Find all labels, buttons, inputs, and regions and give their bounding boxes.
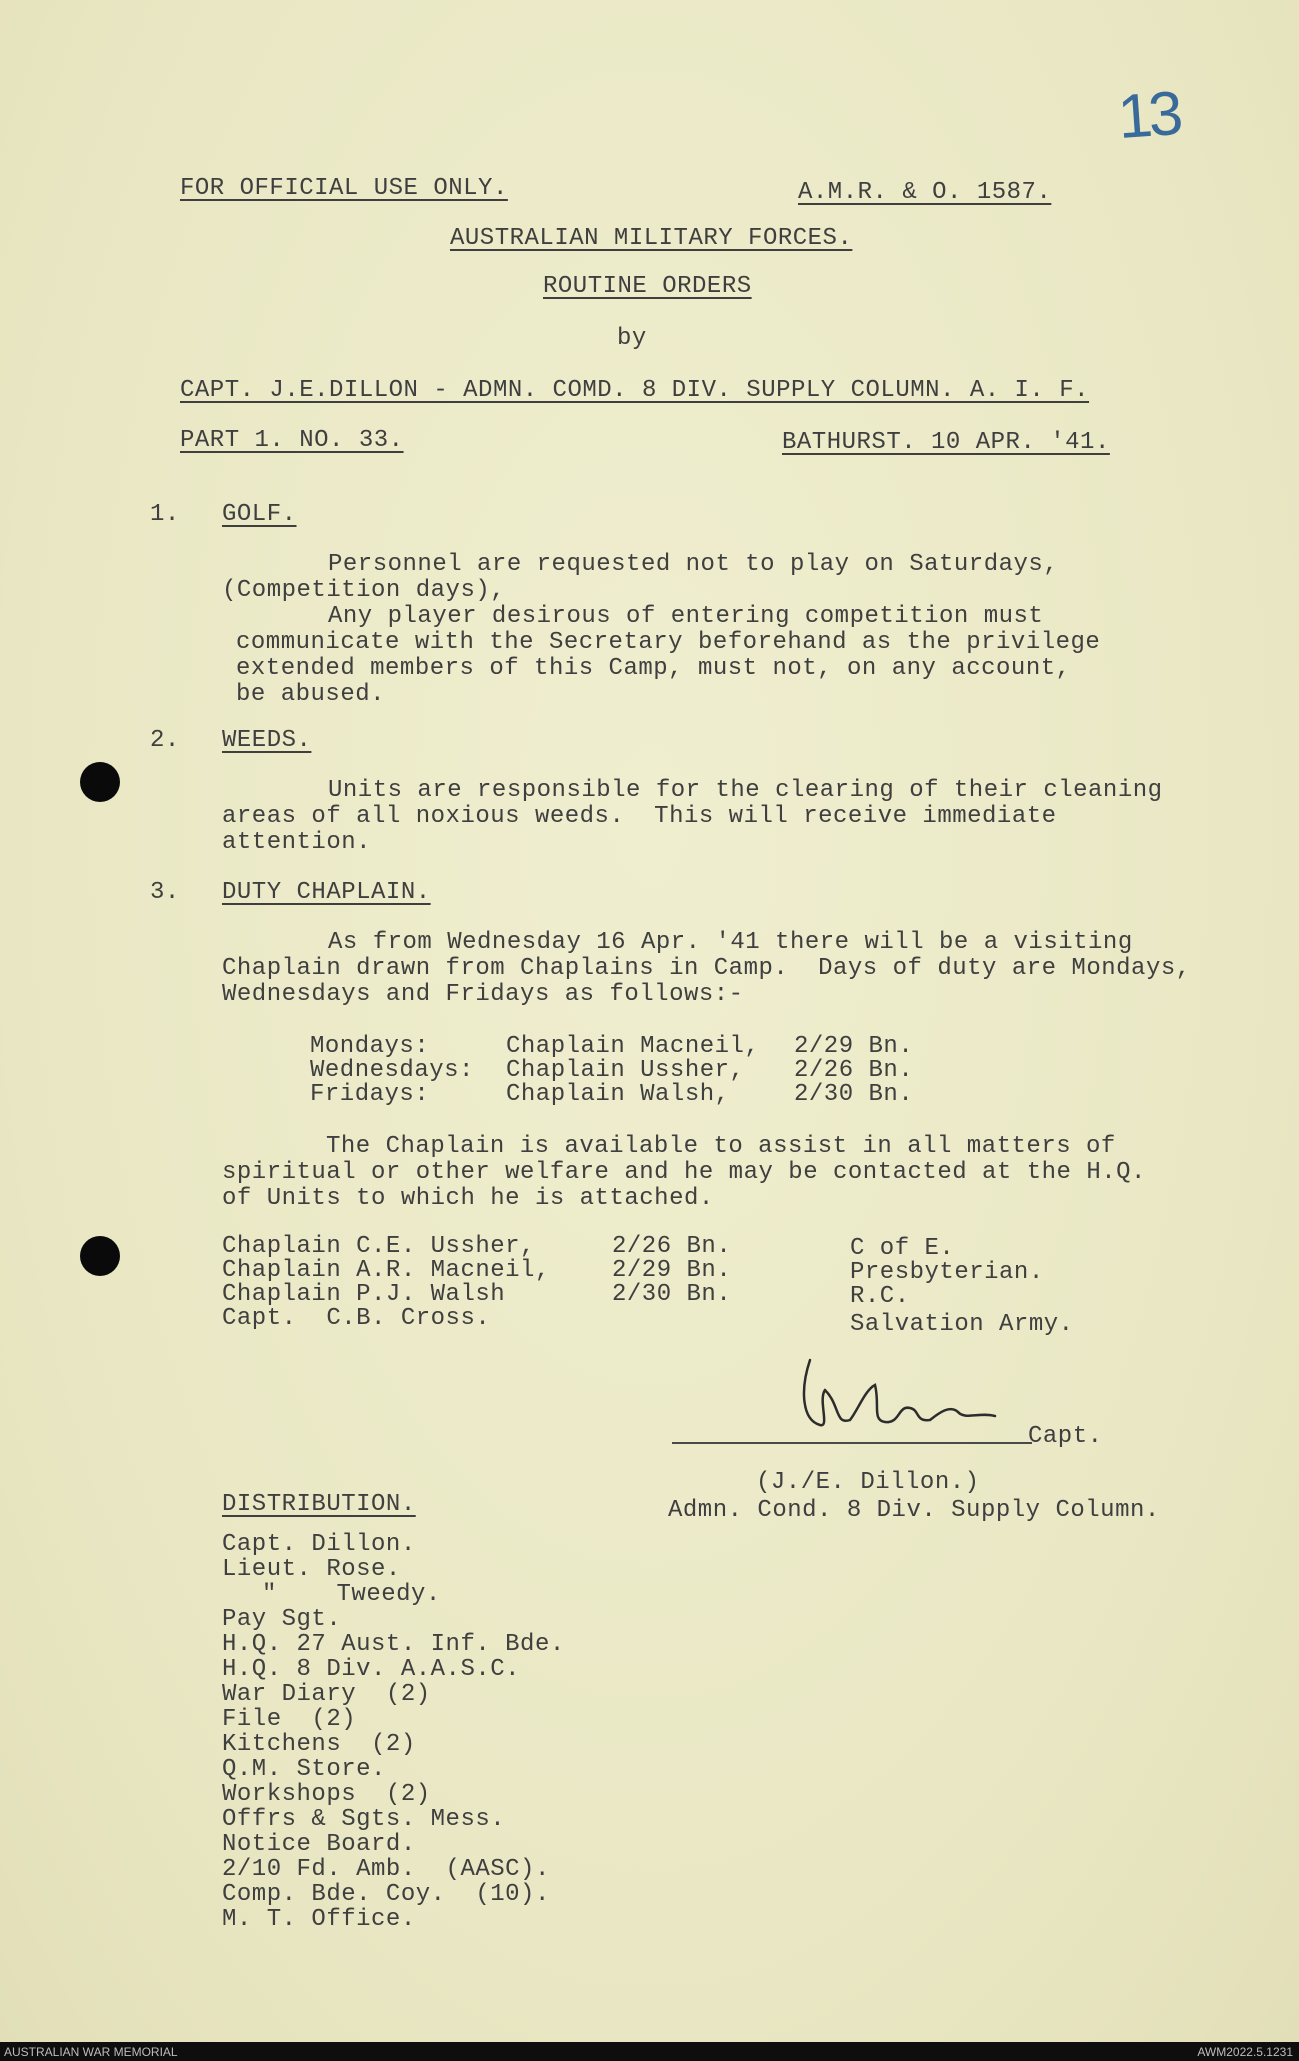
roster-chaplain: Chaplain Walsh, <box>506 1081 730 1108</box>
body-line: (Competition days), <box>222 577 506 604</box>
archive-footer <box>0 2044 1299 2061</box>
chaplain-denomination: Presbyterian. <box>850 1259 1044 1286</box>
archive-name: AUSTRALIAN WAR MEMORIAL <box>4 2045 178 2059</box>
body-line: Any player desirous of entering competition must <box>328 603 1044 630</box>
force-title: AUSTRALIAN MILITARY FORCES. <box>450 225 853 252</box>
item-heading: DUTY CHAPLAIN. <box>222 879 431 906</box>
body-line: Chaplain drawn from Chaplains in Camp. Days of duty are Mondays, <box>222 955 1191 982</box>
body-line: Personnel are requested not to play on Saturdays, <box>328 551 1059 578</box>
chaplain-unit: 2/30 Bn. <box>612 1281 732 1308</box>
body-line: As from Wednesday 16 Apr. '41 there will be a visiting <box>328 929 1133 956</box>
distribution-item: M. T. Office. <box>222 1906 416 1933</box>
distribution-item: " Tweedy. <box>262 1581 441 1608</box>
signatory-position: Admn. Cond. 8 Div. Supply Column. <box>668 1497 1160 1524</box>
distribution-item: H.Q. 27 Aust. Inf. Bde. <box>222 1631 565 1658</box>
distribution-heading: DISTRIBUTION. <box>222 1491 416 1518</box>
archive-reference: AWM2022.5.1231 <box>1197 2045 1293 2059</box>
distribution-item: Kitchens (2) <box>222 1731 416 1758</box>
body-line: attention. <box>222 829 372 856</box>
chaplain-denomination: C of E. <box>850 1235 955 1262</box>
roster-day: Wednesdays: <box>310 1057 474 1084</box>
chaplain-unit: 2/26 Bn. <box>612 1233 732 1260</box>
item-number: 3. <box>150 879 180 906</box>
distribution-item: Offrs & Sgts. Mess. <box>222 1806 506 1833</box>
chaplain-denomination: R.C. <box>850 1283 910 1310</box>
chaplain-denomination: Salvation Army. <box>850 1311 1074 1338</box>
part-number: PART 1. NO. 33. <box>180 427 404 454</box>
chaplain-name: Capt. C.B. Cross. <box>222 1305 491 1332</box>
commander-line: CAPT. J.E.DILLON - ADMN. COMD. 8 DIV. SUPPLY COLUMN. A. I. F. <box>180 377 1090 404</box>
distribution-item: Workshops (2) <box>222 1781 431 1808</box>
roster-unit: 2/26 Bn. <box>794 1057 914 1084</box>
distribution-item: Capt. Dillon. <box>222 1531 416 1558</box>
by-line: by <box>617 325 647 352</box>
body-line: extended members of this Camp, must not, on any account, <box>236 655 1071 682</box>
body-line: Units are responsible for the clearing of their cleaning <box>328 777 1163 804</box>
distribution-item: Notice Board. <box>222 1831 416 1858</box>
body-line: of Units to which he is attached. <box>222 1185 714 1212</box>
distribution-item: Pay Sgt. <box>222 1606 342 1633</box>
chaplain-name: Chaplain P.J. Walsh <box>222 1281 506 1308</box>
item-number: 1. <box>150 501 180 528</box>
distribution-item: 2/10 Fd. Amb. (AASC). <box>222 1856 550 1883</box>
punch-hole <box>80 762 120 802</box>
item-heading: WEEDS. <box>222 727 312 754</box>
roster-unit: 2/29 Bn. <box>794 1033 914 1060</box>
body-line: areas of all noxious weeds. This will receive immediate <box>222 803 1057 830</box>
punch-hole <box>80 1236 120 1276</box>
reference-number: A.M.R. & O. 1587. <box>798 179 1052 206</box>
distribution-item: Comp. Bde. Coy. (10). <box>222 1881 550 1908</box>
body-line: communicate with the Secretary beforehand as the privilege <box>236 629 1101 656</box>
page-number: 13 <box>1115 78 1182 153</box>
document-title: ROUTINE ORDERS <box>543 273 752 300</box>
distribution-item: Q.M. Store. <box>222 1756 386 1783</box>
roster-day: Mondays: <box>310 1033 430 1060</box>
chaplain-unit: 2/29 Bn. <box>612 1257 732 1284</box>
signatory-name: (J./E. Dillon.) <box>756 1469 980 1496</box>
chaplain-name: Chaplain A.R. Macneil, <box>222 1257 550 1284</box>
roster-chaplain: Chaplain Ussher, <box>506 1057 745 1084</box>
distribution-item: File (2) <box>222 1706 357 1733</box>
roster-chaplain: Chaplain Macneil, <box>506 1033 760 1060</box>
distribution-item: Lieut. Rose. <box>222 1556 401 1583</box>
roster-unit: 2/30 Bn. <box>794 1081 914 1108</box>
roster-day: Fridays: <box>310 1081 430 1108</box>
body-line: Wednesdays and Fridays as follows:- <box>222 981 744 1008</box>
body-line: spiritual or other welfare and he may be contacted at the H.Q. <box>222 1159 1146 1186</box>
signature-line <box>672 1442 1032 1444</box>
place-date: BATHURST. 10 APR. '41. <box>782 429 1110 456</box>
distribution-item: War Diary (2) <box>222 1681 431 1708</box>
chaplain-name: Chaplain C.E. Ussher, <box>222 1233 535 1260</box>
item-heading: GOLF. <box>222 501 297 528</box>
body-line: The Chaplain is available to assist in all matters of <box>326 1133 1116 1160</box>
signatory-rank: Capt. <box>1028 1423 1103 1450</box>
item-number: 2. <box>150 727 180 754</box>
classification: FOR OFFICIAL USE ONLY. <box>180 175 508 202</box>
distribution-item: H.Q. 8 Div. A.A.S.C. <box>222 1656 521 1683</box>
body-line: be abused. <box>236 681 386 708</box>
